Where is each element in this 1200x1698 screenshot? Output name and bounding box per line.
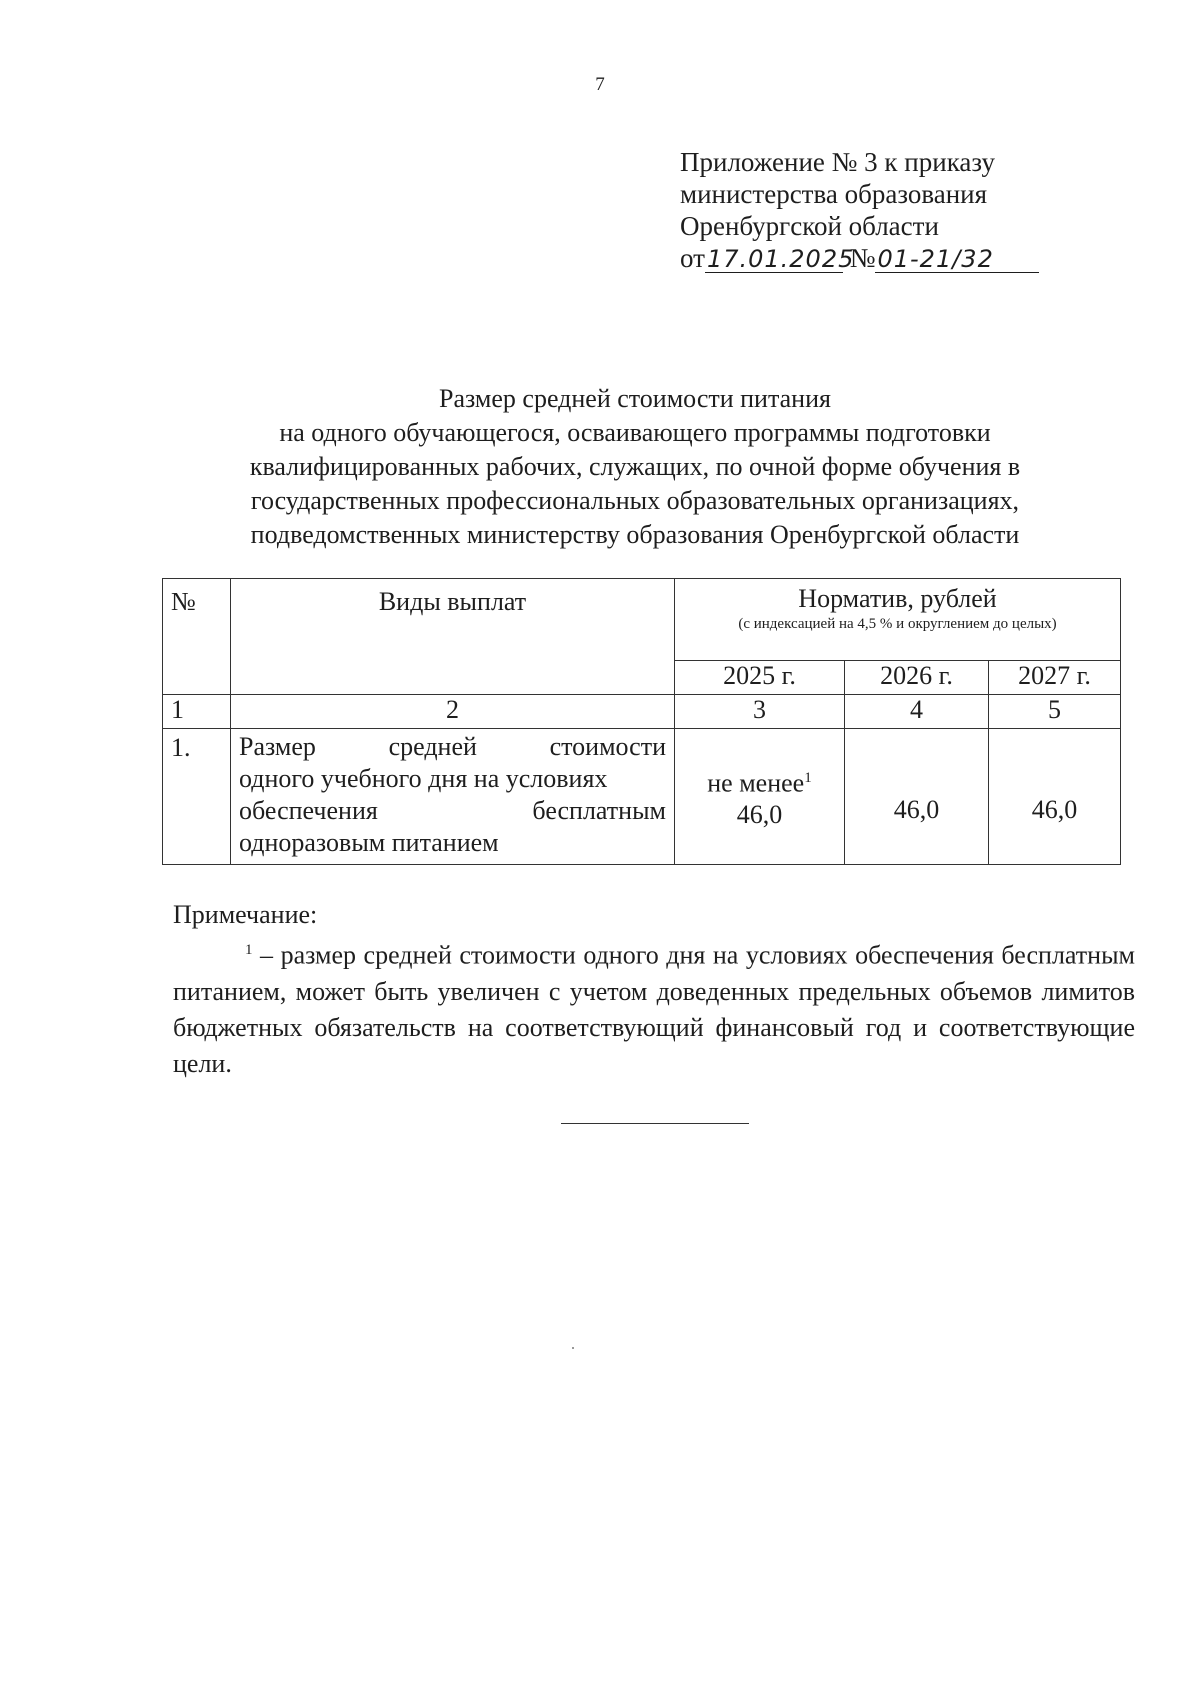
row-description-line-2: одного учебного дня на условиях — [239, 764, 608, 793]
note-text — [173, 932, 1135, 1082]
title-line-1: Размер средней стоимости питания — [439, 384, 831, 413]
order-number — [875, 245, 1039, 273]
year-2027: 2027 г. — [989, 661, 1121, 695]
header-norm-title: Норматив, рублей — [798, 584, 997, 613]
title-line-2: на одного обучающегося, осваивающего программы подготовки — [279, 418, 991, 447]
header-norm-note: (с индексацией на 4,5 % и округлением до целых) — [738, 616, 1057, 632]
row-description-line-3: обеспечения бесплатным — [239, 796, 666, 825]
index-cell-5: 5 — [989, 695, 1121, 729]
closing-rule — [561, 1123, 749, 1124]
header-norm — [675, 579, 1121, 661]
row-description-line-4: одноразовым питанием — [239, 828, 499, 857]
note-body: – размер средней стоимости одного дня на условиях обеспечения бесплатным питанием, может быть увеличен с учетом доведенных предельных объемов лимитов бюджетных обязательств на соответствующий финансовый год и соответствующие цели. — [173, 940, 1135, 1078]
date-prefix: от — [680, 243, 705, 273]
title-line-4: государственных профессиональных образовательных организациях, — [250, 486, 1020, 515]
table-index-row — [163, 695, 1121, 729]
order-number-handwritten: 01-21/32 — [877, 245, 994, 273]
header-num: № — [163, 579, 231, 695]
title-line-5: подведомственных министерству образования Оренбургской области — [250, 520, 1020, 549]
index-cell-2: 2 — [231, 695, 675, 729]
footnote-ref: 1 — [804, 769, 812, 786]
number-prefix: № — [849, 243, 876, 273]
row-description — [231, 729, 675, 865]
year-2026: 2026 г. — [845, 661, 989, 695]
page-number: 7 — [595, 74, 605, 95]
appendix-block — [680, 146, 1039, 274]
order-date-handwritten: 17.01.2025 — [706, 245, 855, 273]
norms-table — [162, 578, 1121, 865]
appendix-line-1: Приложение № 3 к приказу — [680, 147, 995, 177]
table-header-row — [163, 579, 1121, 661]
row-number: 1. — [163, 729, 231, 865]
index-cell-4: 4 — [845, 695, 989, 729]
value-2025-prefix: не менее — [707, 768, 805, 798]
note-heading: Примечание: — [173, 900, 318, 929]
scan-speck — [572, 1347, 574, 1349]
appendix-line-2: министерства образования — [680, 179, 988, 209]
appendix-date-line — [680, 242, 1039, 274]
title-line-3: квалифицированных рабочих, служащих, по очной форме обучения в — [249, 452, 1021, 481]
value-2027: 46,0 — [989, 729, 1121, 865]
appendix-line-3: Оренбургской области — [680, 211, 939, 241]
row-description-line-1: Размер средней стоимости — [239, 732, 666, 761]
value-2025-amount: 46,0 — [736, 800, 783, 830]
value-2026: 46,0 — [845, 729, 989, 865]
document-title — [150, 382, 1120, 552]
index-cell-3: 3 — [675, 695, 845, 729]
table-row — [163, 729, 1121, 865]
order-date — [705, 245, 855, 273]
note-footnote-mark: 1 — [245, 942, 253, 958]
index-cell-1: 1 — [163, 695, 231, 729]
year-2025: 2025 г. — [675, 661, 845, 695]
value-2025 — [675, 729, 845, 865]
header-payment-types: Виды выплат — [231, 579, 675, 695]
